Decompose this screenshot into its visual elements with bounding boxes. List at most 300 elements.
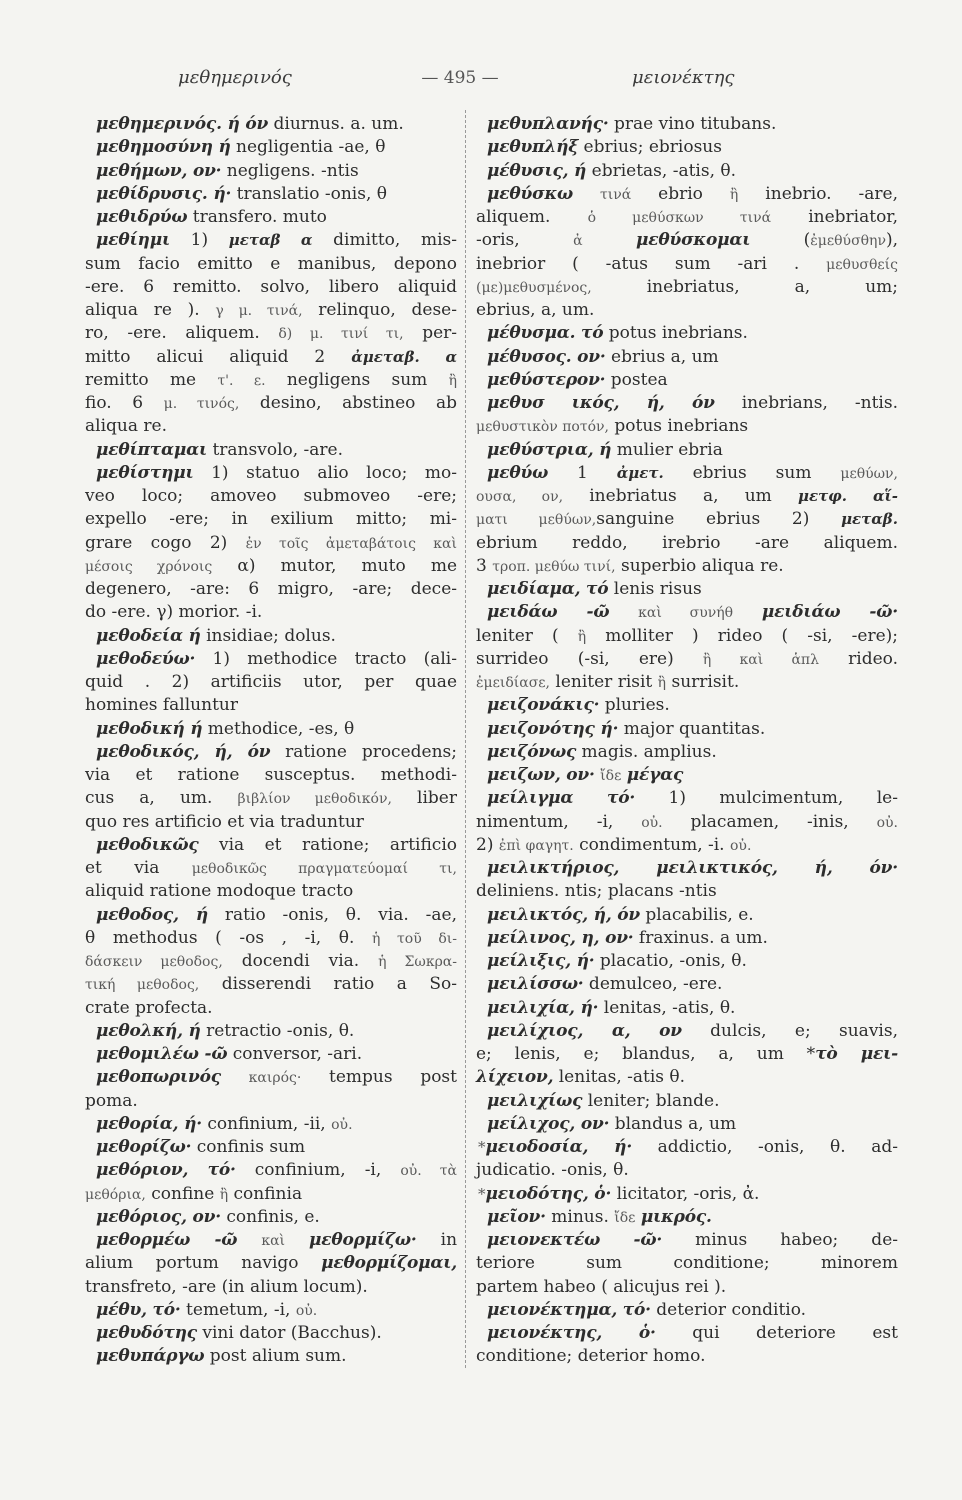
headword: μέθυσος. ον·	[487, 346, 606, 367]
latin-gloss: licitator, -oris, ἀ.	[611, 1183, 760, 1204]
latin-gloss: cus a, um.	[85, 788, 238, 809]
greek-phrase: οὐ.	[876, 814, 898, 831]
headword: μεθημοσύνη ή	[96, 137, 231, 158]
latin-gloss: aliquid ratione modoque tracto	[85, 881, 354, 902]
latin-gloss: veo loco; amoveo submoveo -ere;	[85, 486, 457, 506]
dictionary-entry	[85, 1020, 457, 1043]
headword: μεθορία, ή·	[96, 1113, 202, 1134]
entry-line	[85, 1159, 457, 1182]
entry-line	[85, 299, 457, 322]
greek-phrase: ἴδε	[614, 1209, 636, 1226]
latin-gloss: aliqua re.	[85, 416, 167, 437]
dictionary-entry	[476, 462, 898, 578]
dictionary-entry	[476, 1113, 898, 1136]
latin-gloss: fio. 6	[85, 393, 164, 413]
headword: μειδιάω -ῶ·	[761, 602, 898, 623]
greek-abbreviation: μετφ. αἵ-	[797, 487, 898, 505]
greek-phrase: καιρός·	[248, 1070, 302, 1087]
greek-phrase: ἡ τοῦ δι-	[372, 930, 457, 947]
headword: μεθοδεία ή	[96, 625, 201, 646]
running-head-left: μεθημερινός	[178, 67, 292, 88]
entry-line	[85, 485, 457, 508]
entry-line	[85, 1322, 457, 1345]
headword: μεθοδεύω·	[96, 648, 196, 669]
headword: μεθορίζω·	[96, 1137, 192, 1157]
entry-line	[476, 1252, 898, 1275]
greek-phrase: ἀ	[573, 233, 583, 250]
entry-line	[476, 997, 898, 1020]
entry-line	[476, 671, 898, 694]
entry-line	[476, 811, 898, 834]
headword: μέθυσμα. τό	[487, 323, 604, 344]
greek-phrase: ἢ	[219, 1186, 229, 1203]
latin-gloss: ebrio	[631, 183, 730, 204]
entry-line	[476, 299, 898, 322]
latin-gloss: confinis sum	[191, 1137, 306, 1157]
greek-phrase: ἴδε	[600, 768, 622, 784]
latin-gloss: do -ere. γ) morior. -i.	[85, 602, 263, 623]
greek-phrase: δ) μ. τινί τι,	[278, 326, 404, 343]
latin-gloss: partem habeo ( alicujus rei ).	[476, 1276, 727, 1297]
latin-gloss: negligentia -ae, θ	[230, 137, 386, 158]
entry-line	[476, 1043, 898, 1066]
latin-gloss: 1)	[169, 230, 229, 251]
entry-line	[85, 206, 457, 229]
entry-line	[476, 439, 898, 462]
latin-gloss: ebrius sum	[663, 462, 841, 483]
latin-gloss: prae vino titubans.	[608, 114, 777, 134]
entry-line	[85, 508, 457, 531]
entry-line	[85, 741, 457, 764]
entry-line	[476, 834, 898, 857]
dictionary-entry	[476, 1090, 898, 1113]
latin-gloss: homines falluntur	[85, 695, 238, 716]
greek-phrase: τική μεθοδος,	[85, 977, 200, 994]
dictionary-entry	[85, 648, 457, 718]
entry-line	[85, 811, 457, 834]
latin-gloss: magis. amplius.	[576, 741, 717, 762]
dictionary-entry	[476, 1020, 898, 1090]
entry-line	[85, 1183, 457, 1206]
latin-gloss: -ere. 6 remitto. solvo, libero aliquid	[85, 276, 457, 297]
latin-gloss: ),	[885, 230, 898, 251]
entry-line	[476, 462, 898, 485]
entry-line	[85, 973, 457, 996]
latin-gloss: confinium, -ii,	[201, 1113, 332, 1134]
entry-line	[476, 1090, 898, 1113]
headword: μεθίπταμαι	[96, 439, 208, 460]
dictionary-entry	[476, 1206, 898, 1229]
latin-gloss: leniter; blande.	[582, 1090, 720, 1111]
greek-phrase: οὐ.	[331, 1116, 353, 1133]
latin-gloss	[609, 602, 638, 622]
entry-line	[85, 787, 457, 810]
entry-line	[476, 1113, 898, 1136]
latin-gloss: ebrius; ebriosus	[578, 137, 722, 158]
entry-line	[476, 369, 898, 392]
headword: μεῖον·	[487, 1206, 546, 1227]
entry-line	[476, 1066, 898, 1089]
dictionary-entry	[85, 206, 457, 229]
dictionary-entry	[476, 113, 898, 136]
latin-gloss: tempus post	[301, 1067, 457, 1088]
entry-line	[85, 1136, 457, 1159]
latin-gloss: surrisit.	[666, 672, 740, 692]
latin-gloss: degenero, -are: 6 migro, -are; dece-	[85, 579, 457, 599]
headword: μεθοδικῶς	[96, 834, 199, 855]
dictionary-entry	[476, 369, 898, 392]
latin-gloss	[733, 602, 762, 622]
dictionary-entry	[476, 183, 898, 323]
entry-line	[476, 346, 898, 369]
entry-line	[85, 1299, 457, 1322]
entry-line	[85, 160, 457, 183]
headword: μειζόνως	[487, 741, 577, 762]
entry-line	[85, 462, 457, 485]
latin-gloss: e; lenis, e; blandus, a, um *	[476, 1044, 816, 1064]
headword: μεθυπλήξ	[487, 137, 579, 158]
latin-gloss: sum facio emitto e manibus, depono	[85, 253, 457, 274]
dictionary-entry	[85, 1159, 457, 1206]
left-column	[85, 113, 457, 1369]
latin-gloss: ebrium reddo, irebrio -are aliquem.	[476, 532, 898, 553]
dictionary-entry	[85, 136, 457, 159]
headword: μεθήμων, ον·	[96, 160, 222, 181]
entry-line	[85, 113, 457, 136]
dictionary-entry	[85, 1206, 457, 1229]
greek-phrase: καὶ συνήθ	[638, 605, 734, 622]
entry-line	[476, 718, 898, 741]
entry-line	[85, 997, 457, 1020]
latin-gloss: 1) mulcimentum, le-	[635, 788, 898, 809]
entry-line	[85, 1229, 457, 1252]
greek-abbreviation: μεταβ.	[841, 510, 898, 529]
latin-gloss: aliquem.	[476, 207, 588, 227]
dictionary-entry	[85, 834, 457, 904]
greek-phrase: τινά	[599, 186, 632, 203]
greek-phrase: ἢ	[657, 675, 667, 691]
greek-phrase: τροπ. μεθύω τινί,	[492, 558, 616, 575]
latin-gloss: alium portum navigo	[85, 1253, 322, 1274]
latin-gloss: docendi via.	[222, 951, 379, 971]
latin-gloss	[573, 184, 600, 204]
latin-gloss	[221, 1067, 249, 1087]
latin-gloss: dulcis, e; suavis,	[681, 1020, 898, 1041]
latin-gloss: methodice, -es, θ	[202, 718, 355, 739]
latin-gloss: inebriator,	[771, 207, 898, 227]
latin-gloss: aliqua re ).	[85, 300, 216, 320]
dictionary-entry	[476, 927, 898, 950]
greek-phrase: ἢ	[448, 372, 457, 389]
latin-gloss	[237, 1230, 261, 1250]
latin-gloss: remitto me	[85, 369, 218, 390]
greek-phrase: βιβλίον μεθοδικόν,	[237, 791, 392, 808]
latin-gloss: transfero. muto	[187, 207, 327, 227]
entry-line	[85, 1276, 457, 1299]
latin-gloss	[583, 230, 636, 250]
entry-line	[476, 1020, 898, 1043]
latin-gloss: lenitas, -atis, θ.	[598, 997, 736, 1018]
entry-line	[85, 439, 457, 462]
latin-gloss: retractio -onis, θ.	[200, 1020, 355, 1041]
headword: μειλίχιος, α, ον	[487, 1020, 682, 1041]
entry-line	[476, 1345, 898, 1368]
latin-gloss: sanguine ebrius 2)	[596, 509, 842, 530]
headword: μεθομιλέω -ῶ	[96, 1044, 228, 1064]
column-divider	[465, 110, 466, 1368]
latin-gloss: poma.	[85, 1090, 138, 1111]
entry-line	[85, 1066, 457, 1089]
latin-gloss: confine	[145, 1183, 220, 1204]
dictionary-entry	[85, 1113, 457, 1136]
latin-gloss: deliniens. ntis; placans -ntis	[476, 881, 717, 902]
latin-gloss: minus.	[545, 1206, 615, 1227]
latin-gloss: blandus a, um	[609, 1113, 737, 1134]
greek-abbreviation: μεταβ α	[228, 231, 313, 250]
latin-gloss: transfreto, -are (in alium locum).	[85, 1276, 368, 1297]
page-number: — 495 —	[421, 68, 499, 88]
latin-gloss: relinquo, dese-	[302, 300, 457, 320]
entry-line	[476, 1322, 898, 1345]
entry-line	[85, 671, 457, 694]
latin-gloss: confinium, -i,	[235, 1160, 401, 1181]
latin-gloss: placamen, -inis,	[662, 811, 877, 832]
dictionary-entry	[476, 392, 898, 439]
greek-phrase: ουσα, ον,	[476, 489, 564, 505]
dictionary-entry	[476, 1183, 898, 1206]
headword: μειλιχία, ή·	[487, 997, 599, 1018]
entry-line	[85, 392, 457, 415]
latin-gloss: confinis, e.	[220, 1206, 320, 1227]
latin-gloss: θ methodus ( -os , -i, θ.	[85, 927, 373, 948]
headword: τὸ μει-	[815, 1044, 898, 1064]
entry-line	[85, 276, 457, 299]
greek-phrase: οὐ.	[730, 837, 752, 854]
headword: μεθίδρυσις. ή·	[96, 183, 232, 204]
latin-gloss: crate profecta.	[85, 997, 213, 1018]
entry-line	[85, 322, 457, 345]
headword: μέθυσις, ή	[487, 160, 587, 181]
entry-line	[85, 229, 457, 252]
headword: μεθυπλανής·	[487, 114, 609, 134]
entry-line	[476, 625, 898, 648]
greek-phrase: ἢ καὶ ἁπλ	[702, 651, 819, 668]
latin-gloss: in	[416, 1230, 458, 1250]
greek-phrase: ἐμειδίασε,	[476, 675, 550, 691]
entry-line	[85, 369, 457, 392]
latin-gloss: mitto alicui aliquid 2	[85, 346, 352, 367]
entry-line	[476, 764, 898, 787]
dictionary-entry	[85, 1043, 457, 1066]
headword: μεθύσκομαι	[635, 230, 751, 251]
dictionary-entry	[476, 973, 898, 996]
dictionary-entry	[476, 997, 898, 1020]
entry-line	[476, 950, 898, 973]
greek-phrase: οὐ.	[641, 814, 663, 831]
latin-gloss: (	[750, 230, 811, 251]
latin-gloss: conditione; deterior homo.	[476, 1346, 706, 1367]
entry-line	[476, 1206, 898, 1229]
dictionary-entry	[85, 1345, 457, 1368]
headword: μειονέκτης, ὁ·	[487, 1323, 656, 1343]
headword: μεθορμίζω·	[309, 1230, 417, 1250]
dictionary-entry	[85, 160, 457, 183]
entry-line	[476, 601, 898, 624]
headword: μειλίσσω·	[487, 974, 584, 995]
dictionary-entry	[476, 1322, 898, 1369]
headword: μεθόριος, ον·	[96, 1206, 221, 1227]
latin-gloss: ro, -ere. aliquem.	[85, 323, 279, 344]
headword: μεθολκή, ή	[96, 1020, 201, 1041]
entry-line	[476, 1229, 898, 1252]
latin-gloss: desino, abstineo ab	[239, 393, 457, 413]
entry-line	[476, 904, 898, 927]
headword: λίχειον,	[476, 1067, 554, 1088]
entry-line	[85, 1252, 457, 1275]
entry-line	[85, 718, 457, 741]
headword: μεθορμίζομαι,	[321, 1253, 457, 1274]
greek-phrase: ματι μεθύων,	[476, 512, 597, 529]
headword: μεθοπωρινός	[96, 1067, 221, 1088]
latin-gloss: superbio aliqua re.	[615, 555, 784, 576]
asterisk-mark: *	[478, 1184, 486, 1203]
latin-gloss: negligens. -ntis	[221, 160, 359, 181]
entry-line	[85, 555, 457, 578]
latin-gloss: confinia	[228, 1183, 303, 1204]
greek-phrase: μεθυστικὸν ποτόν,	[476, 419, 609, 436]
latin-gloss: α) mutor, muto me	[212, 555, 458, 576]
latin-gloss: 1) statuo alio loco; mo-	[193, 462, 457, 483]
entry-line	[476, 857, 898, 880]
headword: μειλικτήριος, μειλικτικός, ή, όν·	[487, 858, 898, 878]
entry-line	[476, 322, 898, 345]
latin-gloss: ebrius a, um	[605, 346, 719, 367]
entry-line	[476, 229, 898, 252]
entry-line	[476, 648, 898, 671]
greek-phrase: μεθύων,	[840, 465, 899, 482]
entry-line	[476, 113, 898, 136]
latin-gloss: negligens sum	[265, 369, 449, 390]
headword: μείλιχος, ον·	[487, 1113, 610, 1134]
dictionary-entry	[85, 741, 457, 834]
entry-line	[85, 904, 457, 927]
dictionary-entry	[85, 1322, 457, 1345]
latin-gloss: lenis risus	[608, 579, 702, 599]
dictionary-entry	[476, 1229, 898, 1299]
dictionary-entry	[85, 183, 457, 206]
latin-gloss: potus inebrians	[609, 416, 749, 437]
entry-line	[85, 950, 457, 973]
dictionary-entry	[476, 160, 898, 183]
entry-line	[476, 787, 898, 810]
latin-gloss: ebrietas, -atis, θ.	[586, 160, 737, 181]
latin-gloss: dimitto, mis-	[312, 230, 457, 251]
latin-gloss: translatio -onis, θ	[231, 183, 387, 204]
headword: μεθημερινός. ή όν	[96, 114, 269, 134]
latin-gloss: -oris,	[476, 230, 574, 251]
latin-gloss: liber	[391, 788, 457, 809]
entry-line	[85, 1206, 457, 1229]
latin-gloss: addictio, -onis, θ. ad-	[632, 1137, 898, 1157]
headword: μεθύω	[487, 462, 549, 483]
latin-gloss	[285, 1230, 309, 1250]
latin-gloss: leniter (	[476, 625, 578, 646]
dictionary-entry	[476, 787, 898, 857]
latin-gloss: condimentum, -i.	[573, 834, 730, 855]
entry-line	[85, 346, 457, 369]
entry-line	[85, 601, 457, 624]
headword: μεθοδική ή	[96, 718, 203, 739]
dictionary-entry	[476, 718, 898, 741]
latin-gloss: quo res artificio et via traduntur	[85, 811, 364, 832]
latin-gloss: ebrius, a, um.	[476, 300, 595, 320]
headword: μειλικτός, ή, όν	[487, 904, 640, 925]
latin-gloss: 2)	[476, 834, 499, 855]
dictionary-entry	[85, 1136, 457, 1159]
greek-phrase: μεθυσθείς	[826, 256, 898, 273]
entry-line	[476, 555, 898, 578]
headword: μεθυσ ικός, ή, όν	[487, 393, 715, 413]
entry-line	[476, 1276, 898, 1299]
dictionary-entry	[476, 601, 898, 694]
dictionary-entry	[476, 857, 898, 904]
entry-line	[85, 1090, 457, 1113]
latin-gloss: deterior conditio.	[650, 1299, 807, 1320]
entry-line	[85, 578, 457, 601]
latin-gloss: minus habeo; de-	[662, 1230, 898, 1250]
latin-gloss: 1	[548, 462, 617, 483]
greek-phrase: ἢ	[577, 628, 587, 645]
headword: μεθοδος, ή	[96, 904, 209, 925]
headword: μεθυπάργω	[96, 1346, 205, 1367]
latin-gloss: insidiae; dolus.	[200, 625, 336, 646]
latin-gloss: ratione procedens;	[270, 741, 457, 762]
entry-line	[476, 927, 898, 950]
dictionary-entry	[476, 694, 898, 717]
dictionary-entry	[476, 136, 898, 159]
headword: μεθύσκω	[487, 183, 573, 204]
greek-phrase: τ'. ε.	[217, 372, 266, 389]
entry-line	[476, 694, 898, 717]
latin-gloss: 1) methodice tracto (ali-	[195, 648, 457, 669]
latin-gloss: major quantitas.	[618, 718, 766, 739]
entry-line	[476, 578, 898, 601]
latin-gloss: inebrior ( -atus sum -ari .	[476, 253, 827, 274]
latin-gloss: teriore sum conditione; minorem	[476, 1253, 898, 1274]
headword: μικρός.	[640, 1206, 712, 1227]
headword: μεθόριον, τό·	[96, 1160, 236, 1181]
dictionary-entry	[476, 741, 898, 764]
headword: μείλινος, η, ον·	[487, 927, 634, 948]
right-column	[476, 113, 898, 1369]
greek-abbreviation: ἀμεταβ. α	[351, 347, 457, 366]
entry-line	[476, 276, 898, 299]
dictionary-entry	[476, 439, 898, 462]
latin-gloss: surrideo (-si, ere)	[476, 648, 703, 669]
dictionary-entry	[85, 1229, 457, 1299]
dictionary-entry	[85, 1299, 457, 1322]
latin-gloss: fraxinus. a um.	[633, 927, 768, 948]
latin-gloss: leniter risit	[550, 672, 658, 692]
entry-line	[85, 880, 457, 903]
latin-gloss: conversor, -ari.	[227, 1044, 363, 1064]
running-head-right: μειονέκτης	[632, 67, 735, 88]
entry-line	[85, 648, 457, 671]
latin-gloss: rideo.	[818, 648, 898, 669]
greek-phrase: γ μ. τινά,	[215, 303, 303, 319]
entry-line	[85, 834, 457, 857]
headword: μεθιδρύω	[96, 207, 188, 227]
